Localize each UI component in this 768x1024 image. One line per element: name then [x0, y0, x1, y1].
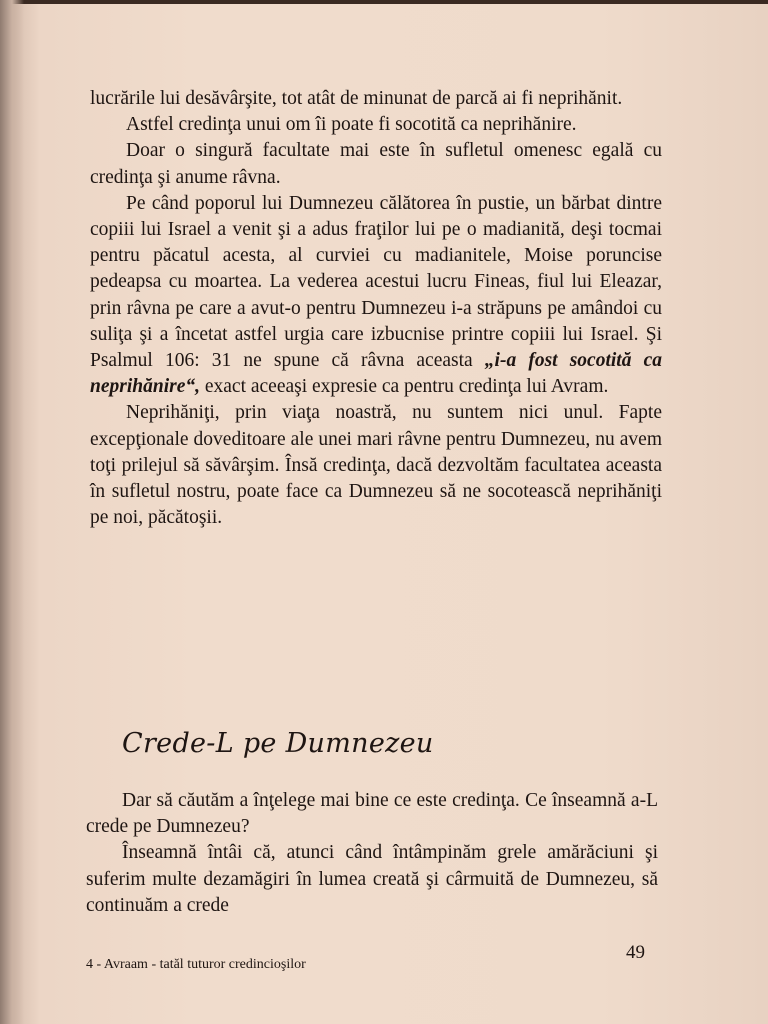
paragraph-4-end: exact aceeaşi expresie ca pentru credinţa lui Avram. — [199, 376, 609, 398]
paragraph-4-start: Pe când poporul lui Dumnezeu călătorea în pustie, un bărbat dintre copiii lui Israel a venit şi a adus fraţilor lui pe o madianită, deşi tocmai pentru păcatul acesta, al curviei cu madianitele, Moise poruncise pedeapsa cu moartea. La vederea acestui lucru Fineas, fiul lui Eleazar, prin râvna pe care a avut-o pentru Dumnezeu i-a străpuns pe amândoi cu suliţa şi a încetat astfel urgia care izbucnise printre copiii lui Israel. Şi Psalmul 106: 31 ne spune că râvna aceasta — [90, 192, 662, 372]
paragraph-2: Astfel credinţa unui om îi poate fi socotită ca neprihănire. — [126, 114, 577, 136]
scripture-quote: „i-a fost socotită ca neprihănire“, — [90, 350, 662, 398]
section-heading: Crede-L pe Dumnezeu — [122, 728, 434, 759]
paragraph-3: Doar o singură facultate mai este în sufletul omenesc egală cu credinţa şi anume râvna. — [90, 140, 662, 188]
page-top-edge — [0, 0, 768, 4]
section-paragraph-2: Înseamnă întâi că, atunci când întâmpinăm grele amărăciuni şi suferim multe dezamăgiri în lumea creată şi cârmuită de Dumnezeu, să continuăm a crede — [86, 842, 658, 916]
paragraph-4 — [90, 191, 662, 401]
book-gutter — [0, 0, 24, 1024]
running-footer-title: 4 - Avraam - tatăl tuturor credincioşilor — [86, 957, 306, 972]
section-text-block — [86, 788, 658, 919]
paragraph-1: lucrările lui desăvârşite, tot atât de minunat de parcă ai fi neprihănit. — [90, 88, 623, 109]
section-paragraph-1: Dar să căutăm a înţelege mai bine ce este credinţa. Ce înseamnă a-L crede pe Dumnezeu? — [86, 790, 658, 838]
paragraph-5: Neprihăniţi, prin viaţa noastră, nu suntem nici unul. Fapte excepţionale doveditoare ale unei mari râvne pentru Dumnezeu, nu avem toţi prilejul să săvârşim. Însă credinţa, dacă dezvoltăm facultatea aceasta în sufletul nostru, poate face ca Dumnezeu să ne socotească neprihăniţi pe noi, păcătoşii. — [90, 402, 662, 529]
main-text-block — [90, 86, 662, 531]
page-number: 49 — [626, 942, 645, 963]
